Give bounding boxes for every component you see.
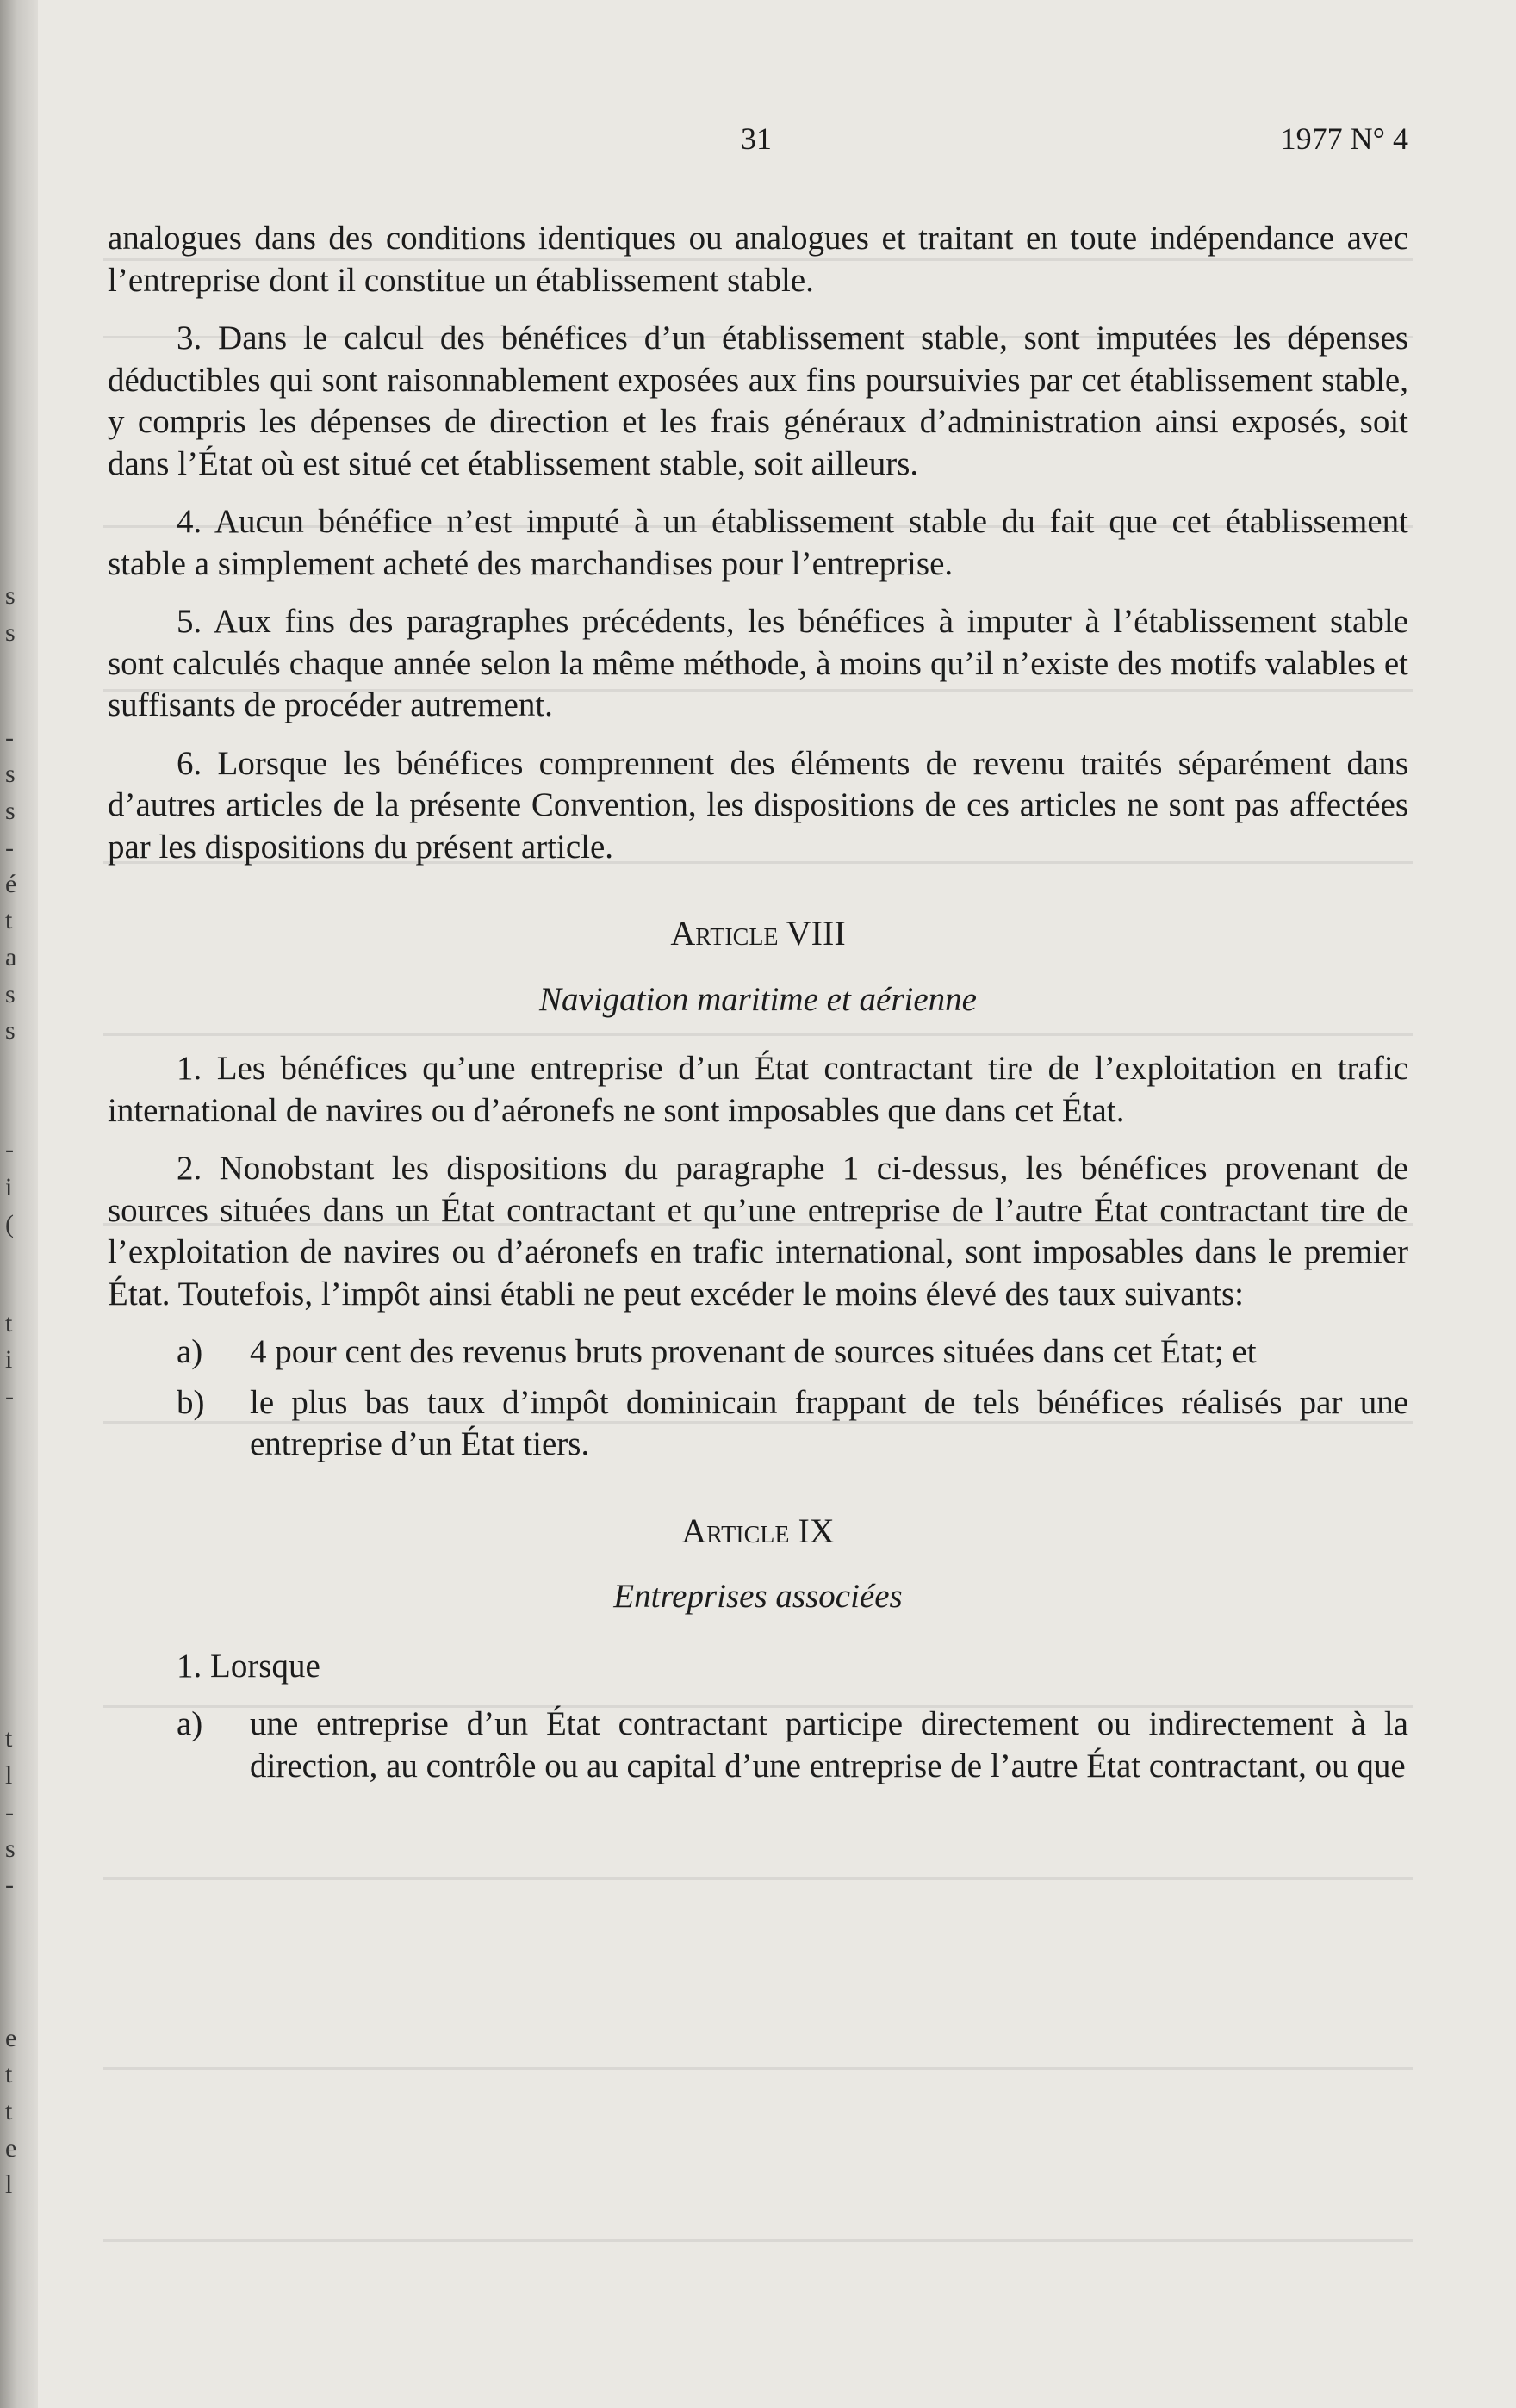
- fragment-glyph: -: [5, 1871, 14, 1899]
- fragment-glyph: s: [5, 618, 16, 647]
- article-ix-subheading: Entreprises associées: [613, 1578, 903, 1615]
- paragraph-continuation: analogues dans des conditions identiques ou analogues et traitant en toute indépendance avec l’entreprise dont il constitue un établissement stable.: [108, 220, 1408, 299]
- fragment-glyph: i: [5, 1173, 13, 1201]
- fragment-glyph: l: [5, 1761, 13, 1790]
- adjacent-page-fragments: [5, 0, 31, 2408]
- list-item-letter: a): [177, 1705, 203, 1742]
- list-item-text: une entreprise d’un État contractant participe directement ou indirectement à la direction, au contrôle ou au capital d’une entreprise de l’autre État contractant, ou que: [250, 1705, 1408, 1784]
- fragment-glyph: t: [5, 1309, 13, 1337]
- fragment-glyph: t: [5, 1724, 13, 1753]
- fragment-glyph: (: [5, 1210, 14, 1238]
- article-ix-heading: Article IX: [681, 1511, 835, 1550]
- list-item-text: le plus bas taux d’impôt dominicain frappant de tels bénéfices réalisés par une entreprise d’un État tiers.: [250, 1383, 1408, 1462]
- fragment-glyph: -: [5, 1382, 14, 1411]
- fragment-glyph: -: [5, 1135, 14, 1164]
- paragraph-6: 6. Lorsque les bénéfices comprennent des éléments de revenu traités séparément dans d’autres articles de la présente Convention, les dispositions de ces articles ne sont pas affectées par les dispositions du présent article.: [108, 744, 1408, 866]
- fragment-glyph: a: [5, 943, 17, 971]
- fragment-glyph: t: [5, 906, 13, 934]
- list-item: [108, 1704, 1408, 1787]
- article-viii-paragraph-2: 2. Nonobstant les dispositions du paragraphe 1 ci-dessus, les bénéfices provenant de sources situées dans un État contractant et qu’une entreprise de l’autre État contractant tire de l’exploitation de navires ou d’aéronefs en trafic international, sont imposables dans le premier État. Toutefois, l’impôt ainsi établi ne peut excéder le moins élevé des taux suivants:: [108, 1150, 1408, 1313]
- list-item-text: 4 pour cent des revenus bruts provenant de sources situées dans cet État; et: [250, 1333, 1257, 1370]
- document-reference: 1977 N° 4: [1280, 121, 1408, 156]
- article-viii-subheading: Navigation maritime et aérienne: [539, 980, 977, 1018]
- fragment-glyph: -: [5, 723, 14, 752]
- fragment-glyph: e: [5, 2134, 17, 2163]
- article-ix-paragraph-1: 1. Lorsque: [177, 1647, 320, 1685]
- fragment-glyph: s: [5, 980, 16, 1009]
- article-viii-heading: Article VIII: [670, 914, 846, 953]
- fragment-glyph: e: [5, 2024, 17, 2052]
- fragment-glyph: -: [5, 1798, 14, 1827]
- page-header: [108, 121, 1408, 164]
- page-number: 31: [741, 121, 772, 156]
- fragment-glyph: l: [5, 2170, 13, 2199]
- article-viii-paragraph-1: 1. Les bénéfices qu’une entreprise d’un État contractant tire de l’exploitation en trafic international de navires ou d’aéronefs ne sont imposables que dans cet État.: [108, 1050, 1408, 1129]
- fragment-glyph: t: [5, 2060, 13, 2088]
- list-item-letter: a): [177, 1333, 203, 1370]
- fragment-glyph: t: [5, 2097, 13, 2126]
- list-item: [108, 1382, 1408, 1466]
- fragment-glyph: i: [5, 1345, 13, 1374]
- fragment-glyph: s: [5, 797, 16, 825]
- list-item-letter: b): [177, 1383, 205, 1421]
- fragment-glyph: s: [5, 760, 16, 788]
- list-item: [108, 1331, 1408, 1374]
- paragraph-3: 3. Dans le calcul des bénéfices d’un établissement stable, sont imputées les dépenses déductibles qui sont raisonnablement exposées aux fins poursuivies par cet établissement stable, y compris les dépenses de direction et les frais généraux d’administration ainsi exposés, soit dans l’État où est situé cet établissement stable, soit ailleurs.: [108, 320, 1408, 482]
- page-body: [108, 218, 1408, 1796]
- fragment-glyph: s: [5, 1834, 16, 1863]
- fragment-glyph: -: [5, 834, 14, 862]
- fragment-glyph: s: [5, 1016, 16, 1045]
- fragment-glyph: é: [5, 870, 17, 898]
- fragment-glyph: s: [5, 581, 16, 610]
- paragraph-4: 4. Aucun bénéfice n’est imputé à un établissement stable du fait que cet établissement stable a simplement acheté des marchandises pour l’entreprise.: [108, 503, 1408, 582]
- paragraph-5: 5. Aux fins des paragraphes précédents, les bénéfices à imputer à l’établissement stable sont calculés chaque année selon la même méthode, à moins qu’il n’existe des motifs valables et suffisants de procéder autrement.: [108, 603, 1408, 723]
